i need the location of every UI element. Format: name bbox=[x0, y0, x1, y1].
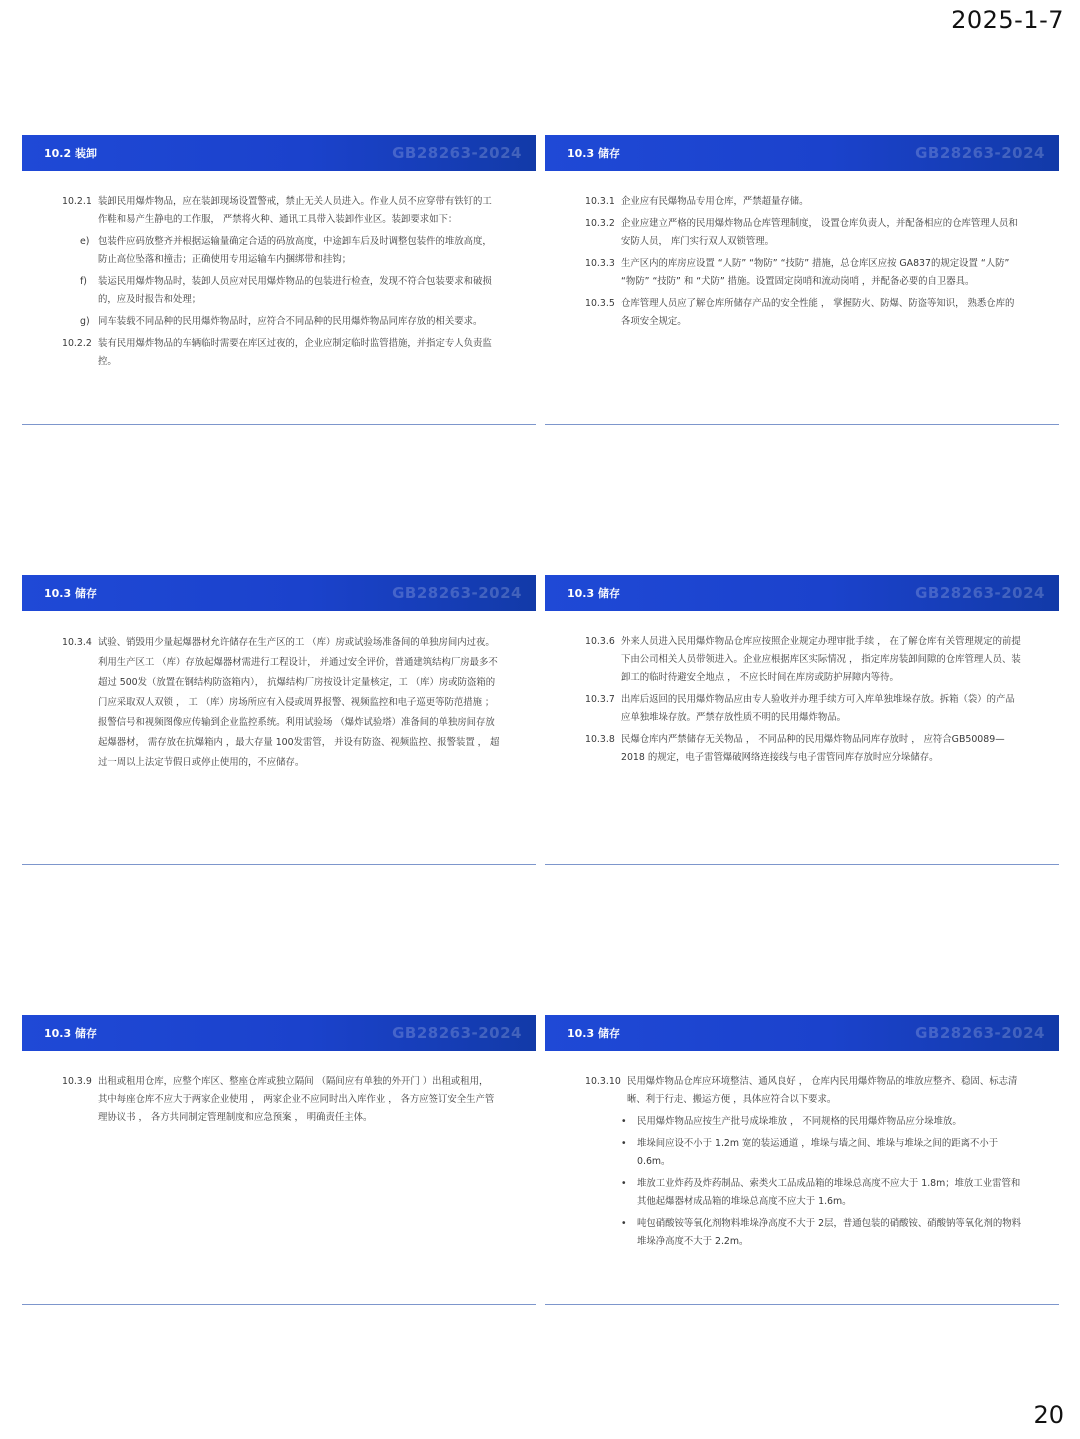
clause bbox=[585, 1073, 1023, 1109]
slide-title: 10.2 装卸 bbox=[44, 147, 97, 160]
slide-header bbox=[545, 135, 1059, 171]
slide-body bbox=[545, 1051, 1059, 1251]
slide-title: 10.3 储存 bbox=[567, 1027, 620, 1040]
slide-header bbox=[22, 575, 536, 611]
slide-body bbox=[545, 171, 1059, 331]
slide-divider bbox=[545, 424, 1059, 425]
clause-text: 装有民用爆炸物品的车辆临时需要在库区过夜的，企业应制定临时监管措施，并指定专人负责监控。 bbox=[98, 338, 492, 367]
clause bbox=[585, 215, 1023, 251]
slide-body bbox=[22, 171, 536, 371]
slide-divider bbox=[22, 424, 536, 425]
standard-watermark: GB28263-2024 bbox=[392, 584, 522, 602]
sub-item-mark: e) bbox=[80, 236, 90, 247]
clause-number: 10.3.5 bbox=[585, 298, 615, 309]
clause-text: 民爆仓库内严禁储存无关物品 ， 不同品种的民用爆炸物品同库存放时 ， 应符合GB50089—2018 的规定，电子雷管爆破网络连接线与电子雷管同库存放时应分垛储存。 bbox=[621, 734, 1005, 763]
slide-10-3-b bbox=[22, 575, 536, 865]
clause-number: 10.3.8 bbox=[585, 734, 615, 745]
standard-watermark: GB28263-2024 bbox=[915, 144, 1045, 162]
slide-title: 10.3 储存 bbox=[44, 587, 97, 600]
page-date: 2025-1-7 bbox=[951, 6, 1064, 34]
clause bbox=[62, 633, 500, 773]
clause bbox=[62, 1073, 500, 1127]
sub-item bbox=[62, 313, 500, 331]
clause bbox=[62, 335, 500, 371]
slide-divider bbox=[22, 1304, 536, 1305]
sub-item-text: 装运民用爆炸物品时，装卸人员应对民用爆炸物品的包装进行检查，发现不符合包装要求和破损的，应及时报告和处理； bbox=[98, 276, 492, 305]
bullet-item bbox=[585, 1175, 1023, 1211]
page-number: 20 bbox=[1033, 1401, 1064, 1429]
clause bbox=[585, 633, 1023, 687]
clause-text: 仓库管理人员应了解仓库所储存产品的安全性能 ， 掌握防火、防爆、防盗等知识， 熟悉仓库的各项安全规定。 bbox=[621, 298, 1015, 327]
slide-header bbox=[545, 1015, 1059, 1051]
slide-header bbox=[22, 135, 536, 171]
bullet-dot-icon: • bbox=[621, 1138, 627, 1149]
standard-watermark: GB28263-2024 bbox=[392, 1024, 522, 1042]
clause-number: 10.2.2 bbox=[62, 338, 92, 349]
slide-10-3-c bbox=[545, 575, 1059, 865]
bullet-text: 民用爆炸物品应按生产批号成垛堆放 ， 不同规格的民用爆炸物品应分垛堆放。 bbox=[637, 1116, 962, 1127]
slide-title: 10.3 储存 bbox=[567, 147, 620, 160]
clause bbox=[62, 193, 500, 229]
clause-number: 10.3.4 bbox=[62, 637, 92, 648]
clause-text: 企业应建立严格的民用爆炸物品仓库管理制度， 设置仓库负责人，并配备相应的仓库管理人员和安防人员， 库门实行双人双锁管理。 bbox=[621, 218, 1018, 247]
slide-title: 10.3 储存 bbox=[44, 1027, 97, 1040]
slide-divider bbox=[545, 1304, 1059, 1305]
sub-item-mark: f) bbox=[80, 276, 87, 287]
slide-body bbox=[545, 611, 1059, 767]
bullet-dot-icon: • bbox=[621, 1116, 627, 1127]
bullet-item bbox=[585, 1113, 1023, 1131]
sub-item-text: 同车装载不同品种的民用爆炸物品时，应符合不同品种的民用爆炸物品同库存放的相关要求。 bbox=[98, 316, 483, 327]
sub-item-mark: g) bbox=[80, 316, 90, 327]
sub-item bbox=[62, 233, 500, 269]
slide-10-2 bbox=[22, 135, 536, 425]
slide-divider bbox=[545, 864, 1059, 865]
bullet-text: 吨包硝酸铵等氧化剂物料堆垛净高度不大于 2层，普通包装的硝酸铵、硝酸钠等氧化剂的物料堆垛净高度不大于 2.2m。 bbox=[637, 1218, 1021, 1247]
clause bbox=[585, 731, 1023, 767]
clause-text: 民用爆炸物品仓库应环境整洁、通风良好 ， 仓库内民用爆炸物品的堆放应整齐、稳固、标志清晰、利于行走、搬运方便 ，具体应符合以下要求。 bbox=[627, 1076, 1018, 1105]
clause-text: 出库后返回的民用爆炸物品应由专人验收并办理手续方可入库单独堆垛存放。拆箱（袋）的产品应单独堆垛存放。严禁存放性质不明的民用爆炸物品。 bbox=[621, 694, 1015, 723]
clause-text: 企业应有民爆物品专用仓库，严禁超量存储。 bbox=[621, 196, 809, 207]
slide-header bbox=[545, 575, 1059, 611]
slide-header bbox=[22, 1015, 536, 1051]
slide-10-3-e bbox=[545, 1015, 1059, 1305]
clause-number: 10.3.9 bbox=[62, 1076, 92, 1087]
slide-divider bbox=[22, 864, 536, 865]
clause bbox=[585, 193, 1023, 211]
bullet-dot-icon: • bbox=[621, 1218, 627, 1229]
clause-text: 试验、销毁用少量起爆器材允许储存在生产区的工 （库）房或试验场准备间的单独房间内过夜。利用生产区工 （库）存放起爆器材需进行工程设计， 并通过安全评价，普通建筑结构厂房最多不超过 500发（放置在钢结构防盗箱内）， 抗爆结构厂房按设计定量核定，工 （库）房或防盗箱的门应采取双人双锁 ， 工 （库）房场所应有入侵或周界报警、视频监控和电子巡更等防范措施 ；报警信号和视频图像应传输到企业监控系统。利用试验场 （爆炸试验塔）准备间的单独房间存放起爆器材， 需存放在抗爆箱内 ，最大存量 100发雷管， 并设有防盗、视频监控、报警装置 ， 超过一周以上法定节假日或停止使用的，不应储存。 bbox=[98, 637, 500, 768]
sub-item bbox=[62, 273, 500, 309]
clause-number: 10.3.2 bbox=[585, 218, 615, 229]
clause-text: 生产区内的库房应设置 “人防” “物防” “技防” 措施，总仓库区应按 GA837的规定设置 “人防” “物防” “技防” 和 “犬防” 措施。设置固定岗哨和流动岗哨 ，并配备必要的自卫器具。 bbox=[621, 258, 1010, 287]
sub-item-text: 包装件应码放整齐并根据运输量确定合适的码放高度，中途卸车后及时调整包装件的堆放高度，防止高位坠落和撞击；正确使用专用运输车内捆绑带和挂钩； bbox=[98, 236, 492, 265]
slide-10-3-a bbox=[545, 135, 1059, 425]
bullet-dot-icon: • bbox=[621, 1178, 627, 1189]
slide-body bbox=[22, 611, 536, 773]
clause-number: 10.3.1 bbox=[585, 196, 615, 207]
clause-text: 出租或租用仓库，应整个库区、整座仓库或独立隔间 （隔间应有单独的外开门 ）出租或租用， 其中每座仓库不应大于两家企业使用 ， 两家企业不应同时出入库作业 ， 各方应签订安全生产管理协议书 ， 各方共同制定管理制度和应急预案 ， 明确责任主体。 bbox=[98, 1076, 495, 1123]
clause-number: 10.3.10 bbox=[585, 1076, 621, 1087]
clause bbox=[585, 255, 1023, 291]
bullet-text: 堆放工业炸药及炸药制品、索类火工品成品箱的堆垛总高度不应大于 1.8m；堆放工业雷管和其他起爆器材成品箱的堆垛总高度不应大于 1.6m。 bbox=[637, 1178, 1021, 1207]
clause bbox=[585, 691, 1023, 727]
slide-body bbox=[22, 1051, 536, 1127]
clause-text: 装卸民用爆炸物品，应在装卸现场设置警戒，禁止无关人员进入。作业人员不应穿带有铁钉的工作鞋和易产生静电的工作服， 严禁将火种、通讯工具带入装卸作业区。装卸要求如下： bbox=[98, 196, 492, 225]
clause-number: 10.3.7 bbox=[585, 694, 615, 705]
standard-watermark: GB28263-2024 bbox=[915, 584, 1045, 602]
clause-text: 外来人员进入民用爆炸物品仓库应按照企业规定办理审批手续 ， 在了解仓库有关管理规定的前提下由公司相关人员带领进入。企业应根据库区实际情况 ， 指定库房装卸间隙的仓库管理人员、装卸工的临时待避安全地点 ， 不应长时间在库房或防护屏障内等待。 bbox=[621, 636, 1021, 683]
standard-watermark: GB28263-2024 bbox=[392, 144, 522, 162]
slide-10-3-d bbox=[22, 1015, 536, 1305]
clause bbox=[585, 295, 1023, 331]
clause-number: 10.3.6 bbox=[585, 636, 615, 647]
bullet-text: 堆垛间应设不小于 1.2m 宽的装运通道 ，堆垛与墙之间、堆垛与堆垛之间的距离不小于0.6m。 bbox=[637, 1138, 999, 1167]
clause-number: 10.2.1 bbox=[62, 196, 92, 207]
standard-watermark: GB28263-2024 bbox=[915, 1024, 1045, 1042]
bullet-item bbox=[585, 1135, 1023, 1171]
bullet-item bbox=[585, 1215, 1023, 1251]
clause-number: 10.3.3 bbox=[585, 258, 615, 269]
slide-title: 10.3 储存 bbox=[567, 587, 620, 600]
